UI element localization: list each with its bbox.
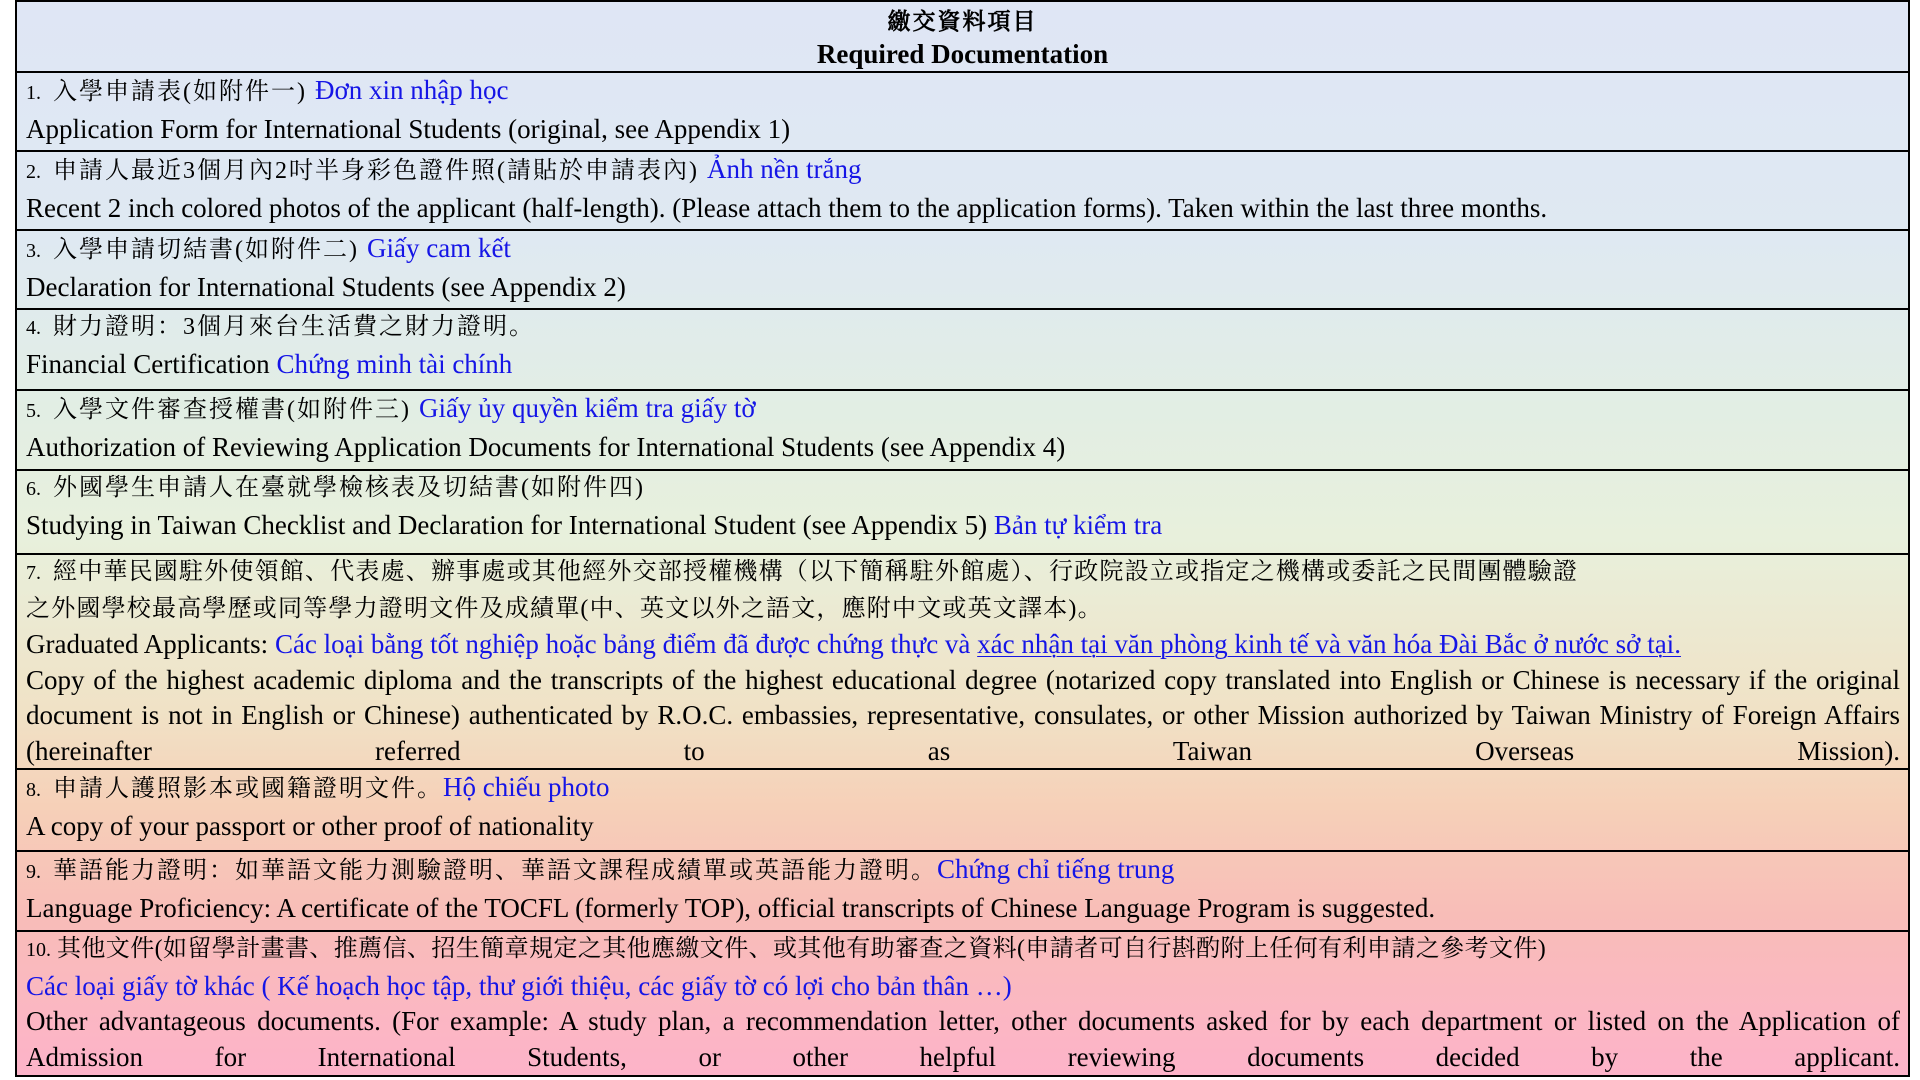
item-zh: 外國學生申請人在臺就學檢核表及切結書(如附件四) bbox=[53, 475, 645, 501]
item-number: 5. bbox=[26, 400, 41, 422]
item-number: 3. bbox=[26, 240, 41, 262]
item-zh: 其他文件(如留學計畫書、推薦信、招生簡章規定之其他應繳文件、或其他有助審查之資料(申請者可自行斟酌附上任何有利申請之參考文件) bbox=[57, 936, 1547, 962]
item-en: A copy of your passport or other proof of nationality bbox=[26, 810, 594, 841]
item-vn: Các loại giấy tờ khác ( Kế hoạch học tập, thư giới thiệu, các giấy tờ có lợi cho bản thân …) bbox=[26, 970, 1012, 1001]
documentation-table bbox=[15, 0, 1910, 1077]
item-zh-line-2: 之外國學校最高學歷或同等學力證明文件及成績單(中、英文以外之語文，應附中文或英文譯本)。 bbox=[26, 595, 1103, 622]
item-en: Application Form for International Students (original, see Appendix 1) bbox=[26, 113, 791, 144]
item-vn-part-1: Các loại bằng tốt nghiệp hoặc bảng điểm đã được chứng thực và bbox=[274, 629, 971, 659]
header-title-en: Required Documentation bbox=[816, 39, 1109, 69]
item-en: Copy of the highest academic diploma and the transcripts of the highest educational degree (notarized copy translated into English or Chinese is necessary if the original document is not in English or Chinese) authenticated by R.O.C. embassies, representative, consulates, or other Mission authorized by Taiwan Ministry of Foreign Affairs (hereinafter referred to as Taiwan Overseas Mission). bbox=[26, 664, 1900, 766]
item-zh: 申請人最近3個月內2吋半身彩色證件照(請貼於申請表內) bbox=[53, 158, 699, 184]
item-6 bbox=[17, 471, 1908, 555]
item-vn: Giấy ủy quyền kiểm tra giấy tờ bbox=[418, 393, 756, 423]
item-zh: 財力證明：3個月來台生活費之財力證明。 bbox=[53, 314, 535, 340]
item-vn: Đơn xin nhập học bbox=[314, 75, 509, 105]
item-zh: 申請人護照影本或國籍證明文件。 bbox=[53, 776, 443, 802]
item-1 bbox=[17, 73, 1908, 152]
item-number: 9. bbox=[26, 861, 41, 883]
item-vn: Hộ chiếu photo bbox=[443, 772, 610, 802]
item-number: 7. bbox=[26, 562, 41, 584]
item-7 bbox=[17, 555, 1908, 770]
item-vn: Ảnh nền trắng bbox=[706, 154, 862, 184]
header-title-zh: 繳交資料項目 bbox=[887, 8, 1038, 35]
item-en: Declaration for International Students (see Appendix 2) bbox=[26, 271, 626, 302]
item-8 bbox=[17, 770, 1908, 852]
item-en: Authorization of Reviewing Application Documents for International Students (see Appendix 4) bbox=[26, 431, 1066, 462]
item-number: 10. bbox=[26, 939, 51, 961]
item-vn: Giấy cam kết bbox=[366, 233, 511, 263]
item-number: 2. bbox=[26, 161, 41, 183]
item-vn: Bản tự kiểm tra bbox=[993, 509, 1163, 540]
item-3 bbox=[17, 231, 1908, 310]
item-2 bbox=[17, 152, 1908, 231]
item-9 bbox=[17, 852, 1908, 932]
item-en: Language Proficiency: A certificate of the TOCFL (formerly TOP), official transcripts of Chinese Language Program is suggested. bbox=[26, 892, 1436, 923]
item-vn: Chứng chỉ tiếng trung bbox=[937, 854, 1175, 884]
item-10 bbox=[17, 932, 1908, 1075]
item-zh: 入學申請切結書(如附件二) bbox=[53, 237, 359, 263]
item-en: Studying in Taiwan Checklist and Declaration for International Student (see Appendix 5) bbox=[26, 509, 988, 540]
item-zh: 華語能力證明：如華語文能力測驗證明、華語文課程成績單或英語能力證明。 bbox=[53, 858, 937, 884]
graduated-applicants-label: Graduated Applicants: bbox=[26, 629, 269, 659]
item-number: 4. bbox=[26, 317, 41, 339]
item-vn-part-2: xác nhận tại văn phòng kinh tế và văn hóa Đài Bắc ở nước sở tại. bbox=[977, 629, 1681, 659]
item-vn: Chứng minh tài chính bbox=[276, 348, 513, 379]
item-en: Other advantageous documents. (For example: A study plan, a recommendation letter, other documents asked for by each department or listed on the Application of Admission for International Students, or other helpful reviewing documents decided by the applicant. bbox=[26, 1006, 1900, 1072]
item-zh: 入學申請表(如附件一) bbox=[53, 79, 307, 105]
table-header bbox=[17, 2, 1908, 73]
item-en: Recent 2 inch colored photos of the applicant (half-length). (Please attach them to the application forms). Taken within the last three months. bbox=[26, 192, 1548, 223]
item-number: 6. bbox=[26, 478, 41, 500]
item-zh-line-1: 經中華民國駐外使領館、代表處、辦事處或其他經外交部授權機構（以下簡稱駐外館處）、行政院設立或指定之機構或委託之民間團體驗證 bbox=[53, 559, 1579, 585]
item-en: Financial Certification bbox=[26, 348, 270, 379]
item-4 bbox=[17, 310, 1908, 391]
item-zh: 入學文件審查授權書(如附件三) bbox=[53, 397, 411, 423]
item-5 bbox=[17, 391, 1908, 471]
item-number: 1. bbox=[26, 82, 41, 104]
item-number: 8. bbox=[26, 779, 41, 801]
